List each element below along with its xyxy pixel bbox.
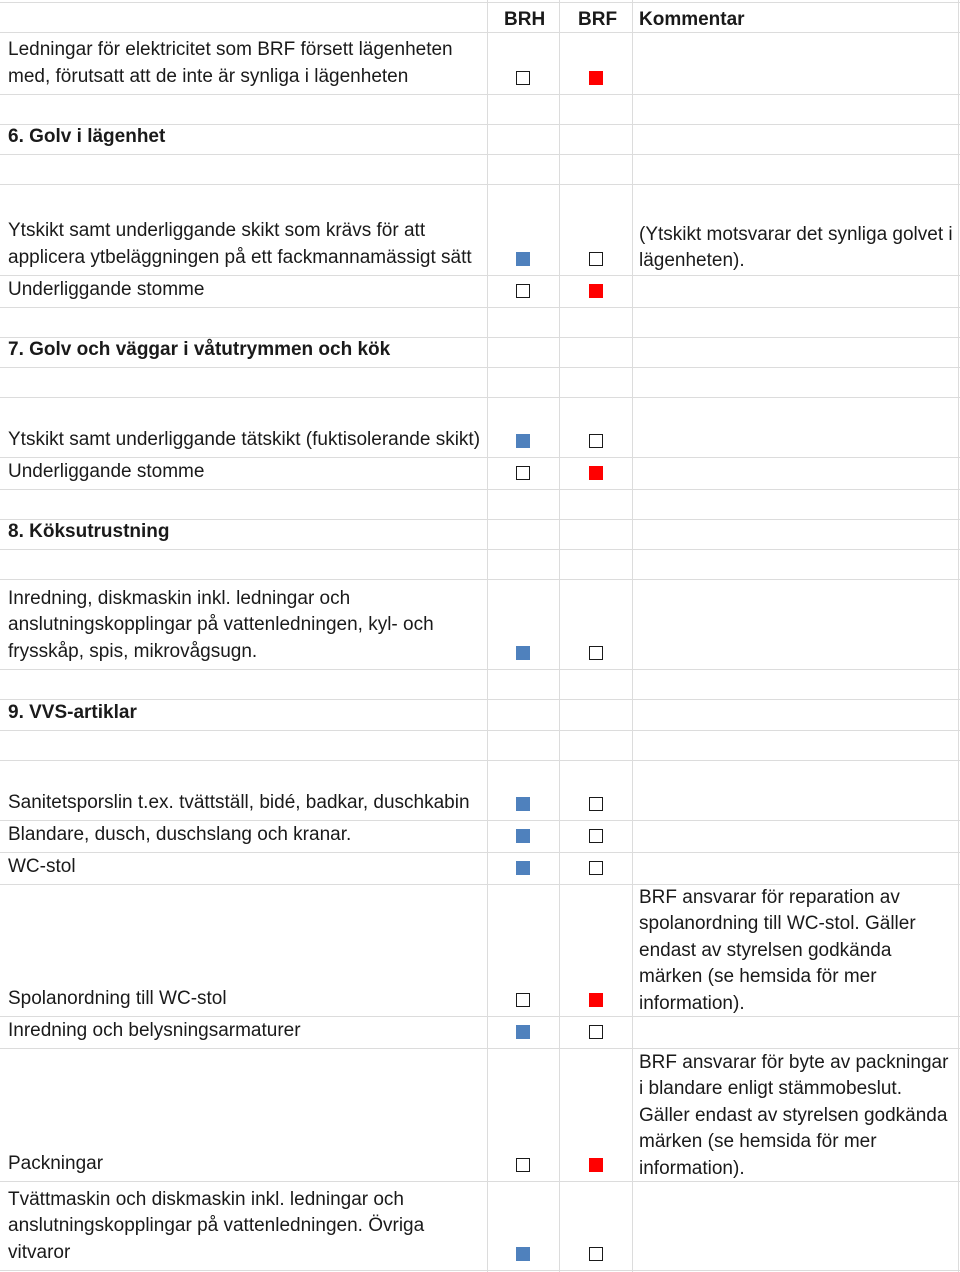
brf-checkbox: [589, 71, 603, 85]
section-heading-row: [0, 124, 960, 154]
brh-checkbox: [516, 993, 530, 1007]
brh-checkbox: [516, 797, 530, 811]
brh-checkbox: [516, 829, 530, 843]
brh-checkbox: [516, 1025, 530, 1039]
brf-checkbox: [589, 1025, 603, 1039]
table-row: [0, 852, 960, 884]
table-row: [0, 1016, 960, 1048]
brf-checkbox: [589, 252, 603, 266]
brh-checkbox: [516, 1247, 530, 1261]
row-label: Ledningar för elektricitet som BRF försett lägenheten med, förutsatt att de inte är synliga i lägenheten: [8, 39, 453, 87]
brh-checkbox: [516, 71, 530, 85]
brf-checkbox: [589, 434, 603, 448]
section-heading: 7. Golv och väggar i våtutrymmen och kök: [8, 338, 391, 360]
section-heading: 6. Golv i lägenhet: [8, 125, 166, 147]
brf-checkbox: [589, 1158, 603, 1172]
brh-checkbox: [516, 861, 530, 875]
section-heading: 8. Köksutrustning: [8, 520, 170, 542]
section-heading-row: [0, 519, 960, 549]
row-label: Inredning och belysningsarmaturer: [8, 1019, 301, 1041]
row-label: Sanitetsporslin t.ex. tvättställ, bidé, badkar, duschkabin: [8, 791, 470, 813]
section-heading: 9. VVS-artiklar: [8, 701, 137, 723]
table-row: [0, 820, 960, 852]
brh-checkbox: [516, 1158, 530, 1172]
table-row: [0, 32, 960, 94]
column-header-brh: BRH: [504, 9, 546, 30]
brh-checkbox: [516, 434, 530, 448]
brh-checkbox: [516, 466, 530, 480]
comment-flush-mechanism: BRF ansvarar för reparation av spolanordning till WC-stol. Gäller endast av styrelsen godkända märken (se hemsida för mer information).: [639, 887, 916, 1014]
row-label: Ytskikt samt underliggande skikt som krävs för att applicera ytbeläggningen på ett fackmannamässigt sätt: [8, 220, 472, 268]
table-row: [0, 397, 960, 457]
table-row: [0, 579, 960, 669]
brf-checkbox: [589, 797, 603, 811]
row-label: Spolanordning till WC-stol: [8, 987, 227, 1009]
table-row: [0, 275, 960, 307]
row-label: Tvättmaskin och diskmaskin inkl. ledningar och anslutningskopplingar på vattenledningen. Övriga vitvaror: [8, 1188, 425, 1263]
brf-checkbox: [589, 466, 603, 480]
comment-gaskets: BRF ansvarar för byte av packningar i blandare enligt stämmobeslut. Gäller endast av styrelsen godkända märken (se hemsida för mer information).: [639, 1052, 949, 1179]
table-row: [0, 760, 960, 820]
row-label: Inredning, diskmaskin inkl. ledningar och anslutningskopplingar på vattenledningen, kyl- och frysskåp, spis, mikrovågsugn.: [8, 587, 434, 662]
brf-checkbox: [589, 993, 603, 1007]
brh-checkbox: [516, 252, 530, 266]
column-header-brf: BRF: [578, 9, 618, 30]
brh-checkbox: [516, 284, 530, 298]
table-row: [0, 457, 960, 489]
table-row: [0, 1181, 960, 1270]
row-label: WC-stol: [8, 855, 76, 877]
row-label: Underliggande stomme: [8, 278, 205, 300]
brf-checkbox: [589, 1247, 603, 1261]
brf-checkbox: [589, 829, 603, 843]
row-label: Packningar: [8, 1152, 104, 1174]
brf-checkbox: [589, 861, 603, 875]
row-label: Ytskikt samt underliggande tätskikt (fuktisolerande skikt): [8, 428, 481, 450]
section-heading-row: [0, 699, 960, 730]
brh-checkbox: [516, 646, 530, 660]
column-header-kommentar: Kommentar: [639, 9, 745, 30]
row-label: Underliggande stomme: [8, 460, 205, 482]
section-heading-row: [0, 337, 960, 367]
comment-floor-surface: (Ytskikt motsvarar det synliga golvet i lägenheten).: [639, 224, 953, 272]
brf-checkbox: [589, 646, 603, 660]
row-label: Blandare, dusch, duschslang och kranar.: [8, 823, 352, 845]
brf-checkbox: [589, 284, 603, 298]
